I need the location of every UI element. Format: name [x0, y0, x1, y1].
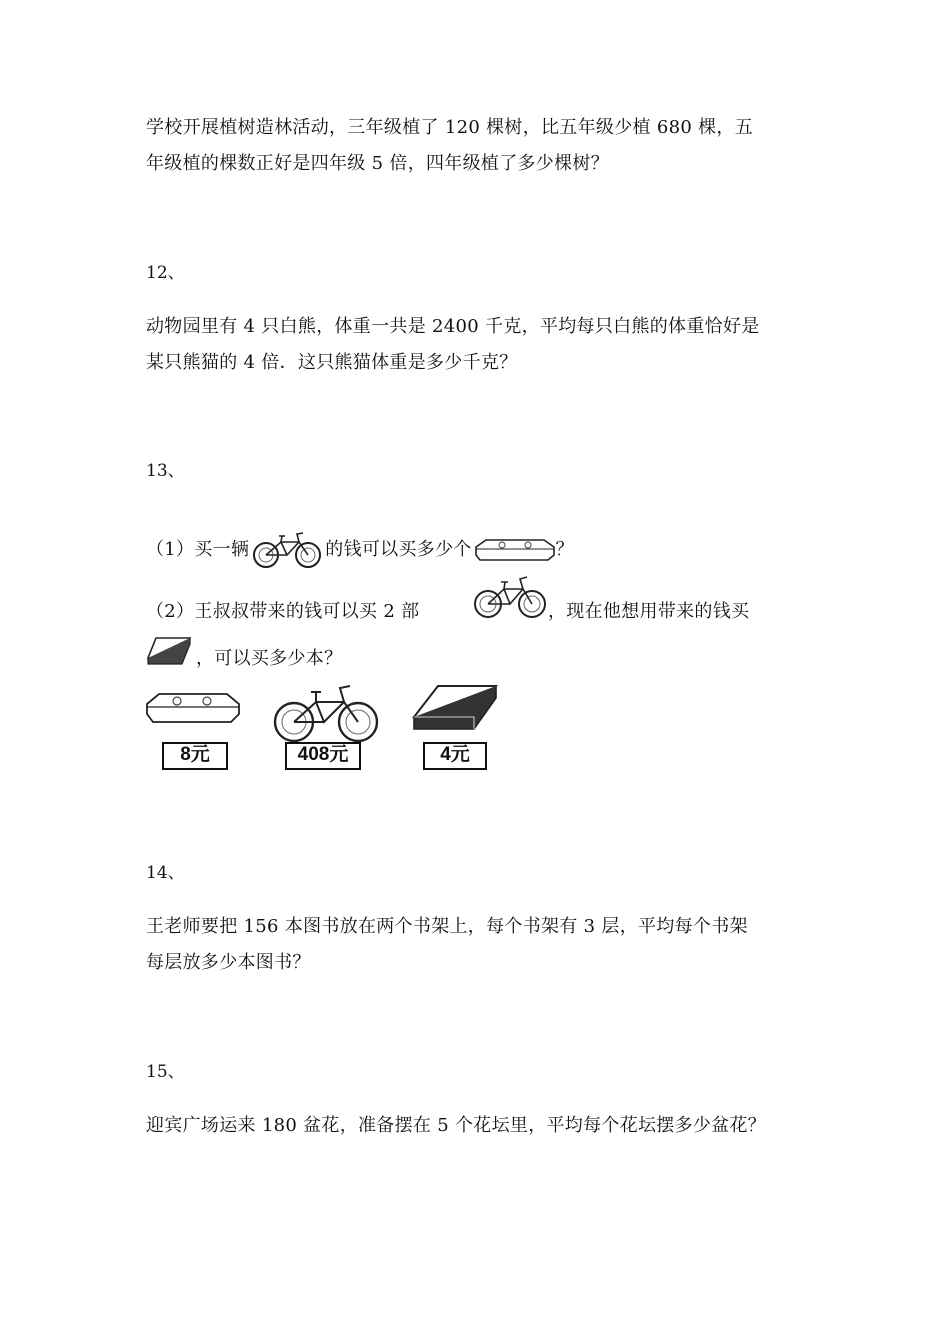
q12-line-1: 动物园里有 4 只白熊，体重一共是 2400 千克，平均每只白熊的体重恰好是 [146, 316, 760, 337]
q13-part-1-text-a: （1）买一辆 [146, 539, 250, 560]
q14-number: 14、 [146, 863, 185, 883]
q13-part-2-line-2: ，可以买多少本？ [196, 648, 343, 669]
bicycle-icon [268, 680, 384, 744]
bicycle-icon [470, 572, 550, 620]
q13-part-1-text-b: 的钱可以买多少个 [325, 539, 472, 560]
q13-number: 13、 [146, 461, 185, 481]
q15-number: 15、 [146, 1062, 185, 1082]
q13-part-1-text-c: ？ [555, 539, 574, 560]
q14-line-2: 每层放多少本图书？ [146, 952, 311, 973]
pencil-case-icon [472, 537, 556, 563]
q12-number: 12、 [146, 263, 185, 283]
q11-line-1: 学校开展植树造林活动，三年级植了 120 棵树，比五年级少植 680 棵，五 [146, 117, 753, 138]
bicycle-icon [249, 530, 325, 570]
q15-line-1: 迎宾广场运来 180 盆花，准备摆在 5 个花坛里，平均每个花坛摆多少盆花？ [146, 1115, 767, 1136]
pencil-case-icon [143, 690, 241, 726]
book-icon [408, 683, 500, 733]
book-icon [146, 636, 192, 666]
q13-part-2-line-1: （2）王叔叔带来的钱可以买 2 部 [146, 601, 420, 622]
q12-line-2: 某只熊猫的 4 倍．这只熊猫体重是多少千克？ [146, 352, 518, 373]
pencil-case-price: 8元 [162, 742, 228, 770]
q13-part-1 [146, 530, 574, 570]
q14-line-1: 王老师要把 156 本图书放在两个书架上，每个书架有 3 层，平均每个书架 [146, 916, 748, 937]
book-price: 4元 [423, 742, 487, 770]
q11-line-2: 年级植的棵数正好是四年级 5 倍，四年级植了多少棵树？ [146, 153, 609, 174]
q13-part-2-line-1b: ，现在他想用带来的钱买 [548, 601, 750, 622]
bicycle-price: 408元 [285, 742, 361, 770]
